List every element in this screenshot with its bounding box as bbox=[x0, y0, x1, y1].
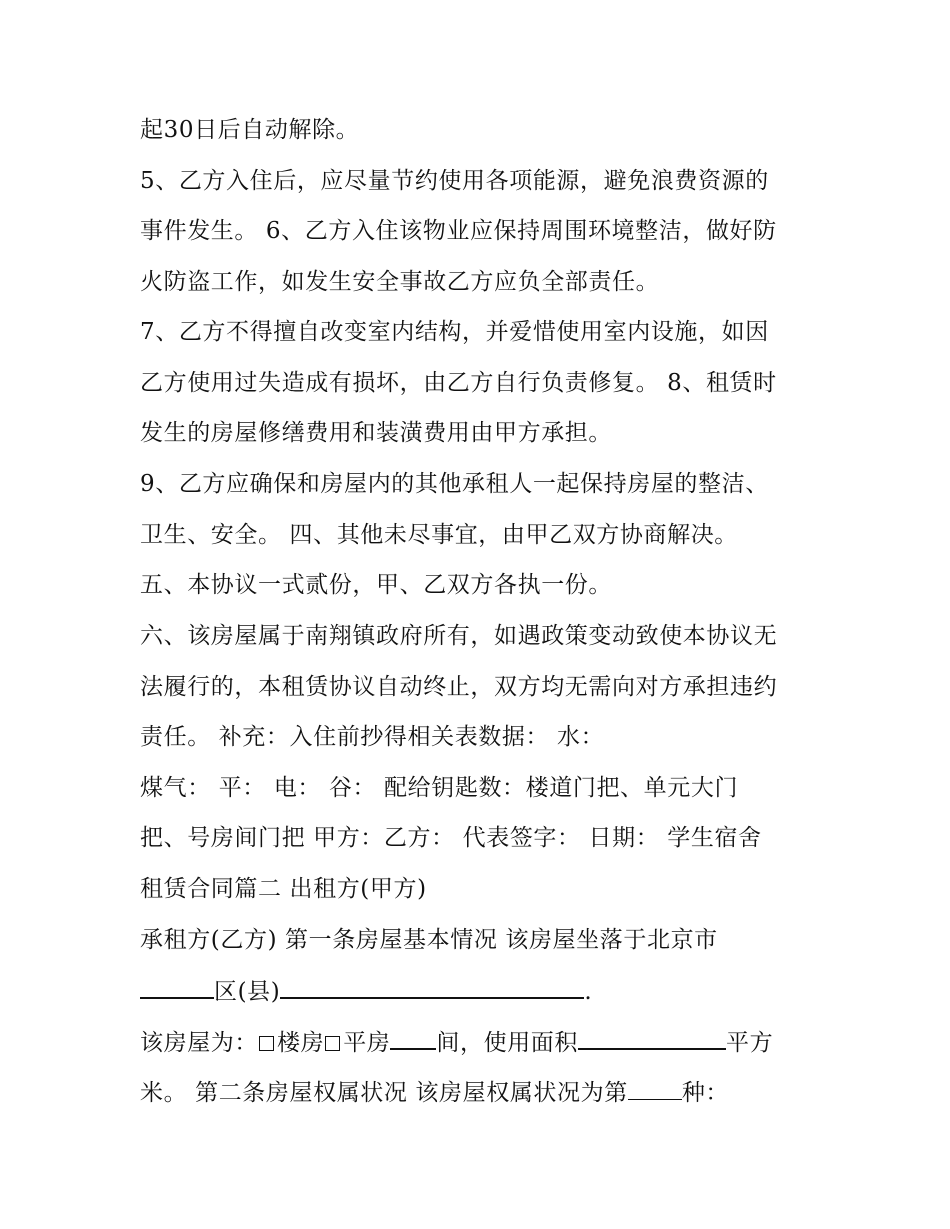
area-unit-label: 平方 bbox=[726, 1030, 774, 1056]
period: . bbox=[584, 979, 593, 1005]
room-count-blank[interactable] bbox=[390, 1026, 436, 1050]
house-type-line bbox=[140, 1026, 773, 1056]
district-blank[interactable] bbox=[140, 975, 214, 999]
text-line: 7、乙方不得擅自改变室内结构，并爱惜使用室内设施，如因 bbox=[140, 319, 769, 345]
ownership-type-blank[interactable] bbox=[628, 1077, 682, 1100]
house-type-label: 该房屋为： bbox=[140, 1030, 258, 1056]
checkbox-building[interactable] bbox=[259, 1036, 274, 1051]
district-label: 区(县) bbox=[214, 979, 281, 1005]
text-line: 卫生、安全。 四、其他未尽事宜，由甲乙双方协商解决。 bbox=[140, 522, 738, 548]
text-line: 五、本协议一式贰份，甲、乙双方各执一份。 bbox=[140, 572, 612, 598]
ownership-suffix: 种： bbox=[681, 1080, 730, 1106]
checkbox-bungalow[interactable] bbox=[325, 1036, 340, 1051]
text-line: 把、号房间门把 甲方：乙方： 代表签字： 日期： 学生宿舍 bbox=[140, 825, 762, 851]
text-line: 发生的房屋修缮费用和装潢费用由甲方承担。 bbox=[140, 420, 612, 446]
text-line: 起30日后自动解除。 bbox=[140, 117, 360, 143]
text-line: 六、该房屋属于南翔镇政府所有，如遇政策变动致使本协议无 bbox=[140, 623, 778, 649]
text-line: 法履行的，本租赁协议自动终止，双方均无需向对方承担违约 bbox=[140, 674, 778, 700]
text-line: 承租方(乙方) 第一条房屋基本情况 该房屋坐落于北京市 bbox=[140, 927, 718, 953]
text-line: 事件发生。 6、乙方入住该物业应保持周围环境整洁，做好防 bbox=[140, 218, 777, 244]
room-unit-label: 间，使用面积 bbox=[436, 1030, 579, 1056]
option-building: 楼房 bbox=[277, 1030, 325, 1056]
text-line: 9、乙方应确保和房屋内的其他承租人一起保持房屋的整洁、 bbox=[140, 471, 769, 497]
text-line: 乙方使用过失造成有损坏，由乙方自行负责修复。 8、租赁时 bbox=[140, 370, 777, 396]
address-blank[interactable] bbox=[280, 975, 584, 999]
text-line: 5、乙方入住后，应尽量节约使用各项能源，避免浪费资源的 bbox=[140, 168, 769, 194]
area-blank[interactable] bbox=[578, 1026, 726, 1050]
ownership-label: 米。 第二条房屋权属状况 该房屋权属状况为第 bbox=[140, 1080, 628, 1106]
option-bungalow: 平房 bbox=[343, 1030, 391, 1056]
address-line bbox=[140, 975, 592, 1005]
text-line: 租赁合同篇二 出租方(甲方) bbox=[140, 876, 427, 902]
ownership-line bbox=[140, 1077, 729, 1107]
text-line: 责任。 补充：入住前抄得相关表数据： 水： bbox=[140, 724, 605, 750]
text-line: 煤气： 平： 电： 谷： 配给钥匙数：楼道门把、单元大门 bbox=[140, 775, 739, 801]
text-line: 火防盗工作，如发生安全事故乙方应负全部责任。 bbox=[140, 269, 660, 295]
